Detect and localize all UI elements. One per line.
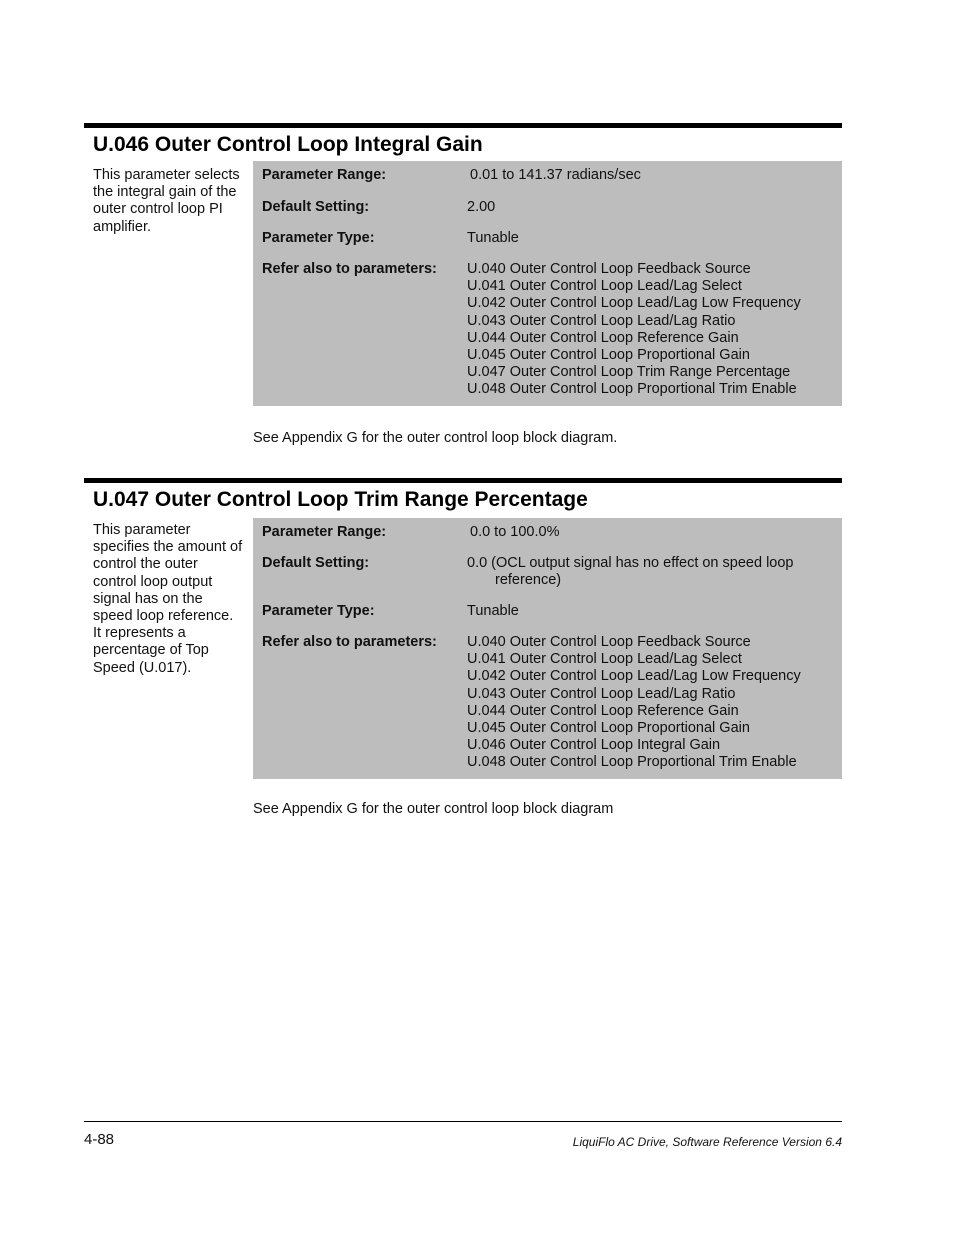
ref-item: U.048 Outer Control Loop Proportional Trim Enable [467,381,797,398]
ref-item: U.046 Outer Control Loop Integral Gain [467,737,721,754]
ref-item: U.045 Outer Control Loop Proportional Gain [467,347,750,364]
refs-list [467,261,842,399]
range-label: Parameter Range: [262,524,387,540]
refs-list [467,634,842,772]
section-rule [84,478,842,483]
default-value: 2.00 [467,199,496,215]
type-value: Tunable [467,603,519,619]
ref-item: U.044 Outer Control Loop Reference Gain [467,329,739,346]
ref-item: U.045 Outer Control Loop Proportional Gain [467,720,750,737]
section-title: U.046 Outer Control Loop Integral Gain [93,133,483,156]
range-value: 0.0 to 100.0% [470,524,560,540]
section-description: This parameter specifies the amount of control the outer control loop output signal has on the speed loop reference. It represents a percentage of Top Speed (U.017). [93,522,243,676]
range-label: Parameter Range: [262,167,387,183]
range-value: 0.01 to 141.37 radians/sec [470,167,641,183]
section-note: See Appendix G for the outer control loop block diagram [253,801,614,817]
footer-rule [84,1121,842,1122]
page-number: 4-88 [84,1131,115,1148]
refs-label: Refer also to parameters: [262,261,437,277]
ref-item: U.044 Outer Control Loop Reference Gain [467,702,739,719]
type-value: Tunable [467,230,519,246]
ref-item: U.041 Outer Control Loop Lead/Lag Select [467,278,742,295]
ref-item: U.041 Outer Control Loop Lead/Lag Select [467,651,742,668]
ref-item: U.043 Outer Control Loop Lead/Lag Ratio [467,685,736,702]
ref-item: U.043 Outer Control Loop Lead/Lag Ratio [467,312,736,329]
ref-item: U.047 Outer Control Loop Trim Range Percentage [467,364,791,381]
section-note: See Appendix G for the outer control loop block diagram. [253,430,618,446]
refs-label: Refer also to parameters: [262,634,437,650]
ref-item: U.040 Outer Control Loop Feedback Source [467,261,751,277]
parameter-table [253,518,842,779]
type-label: Parameter Type: [262,230,375,246]
ref-item: U.048 Outer Control Loop Proportional Trim Enable [467,754,797,771]
section-description: This parameter selects the integral gain of the outer control loop PI amplifier. [93,167,240,235]
section-rule [84,123,842,128]
default-label: Default Setting: [262,555,370,571]
default-label: Default Setting: [262,199,370,215]
ref-item: U.042 Outer Control Loop Lead/Lag Low Frequency [467,295,801,312]
ref-item: U.040 Outer Control Loop Feedback Source [467,634,751,650]
parameter-table [253,161,842,406]
section-title: U.047 Outer Control Loop Trim Range Percentage [93,488,588,511]
default-value: 0.0 (OCL output signal has no effect on speed loop reference) [467,555,794,589]
document-title: LiquiFlo AC Drive, Software Reference Version 6.4 [572,1135,842,1149]
ref-item: U.042 Outer Control Loop Lead/Lag Low Frequency [467,668,801,685]
type-label: Parameter Type: [262,603,375,619]
parameter-section-u047 [84,478,842,817]
parameter-section-u046 [84,123,842,446]
